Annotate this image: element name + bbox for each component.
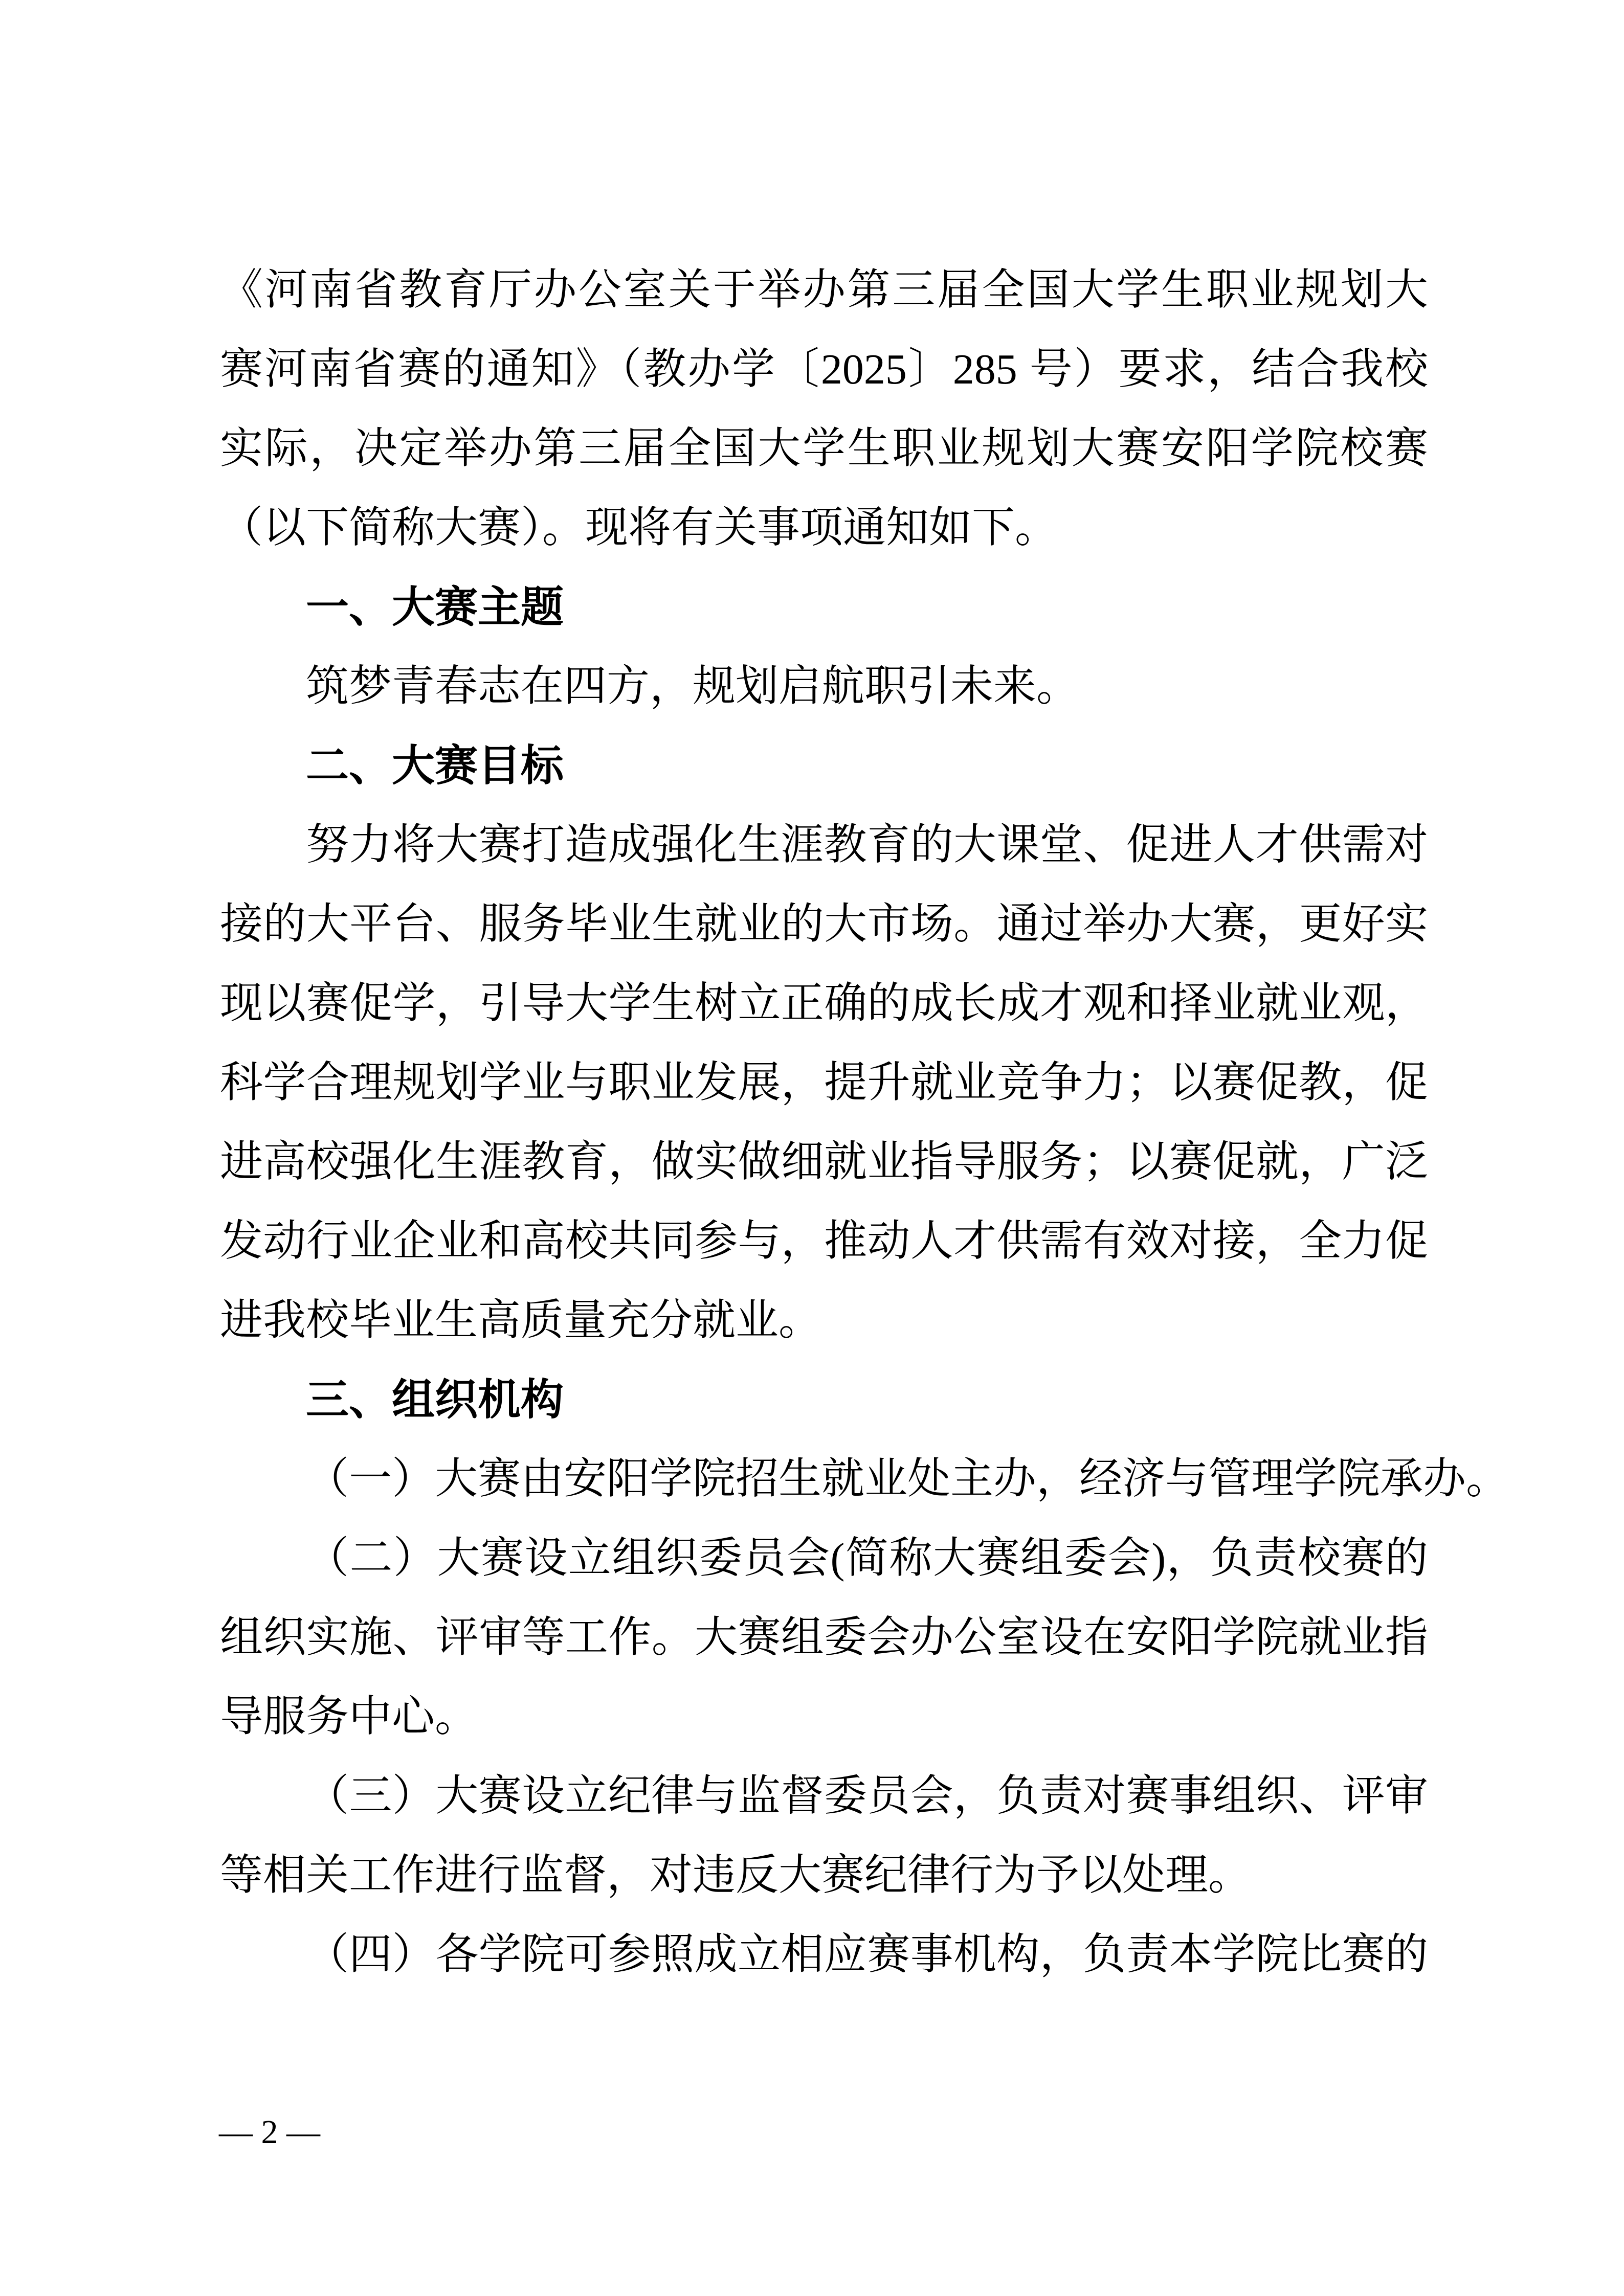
text-line: 科学合理规划学业与职业发展，提升就业竞争力；以赛促教，促 (220, 1059, 1428, 1107)
text-line: （三）大赛设立纪律与监督委员会，负责对赛事组织、评审 (306, 1772, 1428, 1820)
text-line: （二）大赛设立组织委员会(简称大赛组委会)，负责校赛的 (306, 1535, 1428, 1582)
text-line: 赛河南省赛的通知》（教办学〔2025〕285 号）要求，结合我校 (220, 346, 1428, 393)
text-line: （一）大赛由安阳学院招生就业处主办，经济与管理学院承办。 (306, 1455, 1509, 1503)
text-line: 努力将大赛打造成强化生涯教育的大课堂、促进人才供需对 (306, 821, 1428, 869)
text-line: 进高校强化生涯教育，做实做细就业指导服务；以赛促就，广泛 (220, 1138, 1428, 1186)
section-heading-1: 一、大赛主题 (306, 583, 564, 631)
text-line: 接的大平台、服务毕业生就业的大市场。通过举办大赛，更好实 (220, 901, 1428, 948)
text-line: 等相关工作进行监督，对违反大赛纪律行为予以处理。 (220, 1852, 1252, 1899)
page-number: — 2 — (219, 2113, 320, 2151)
text-line: 导服务中心。 (220, 1693, 478, 1741)
text-line: （四）各学院可参照成立相应赛事机构，负责本学院比赛的 (306, 1931, 1428, 1978)
text-line: （以下简称大赛）。现将有关事项通知如下。 (220, 504, 1058, 552)
document-body (220, 251, 1509, 1994)
text-line: 现以赛促学，引导大学生树立正确的成长成才观和择业就业观， (220, 980, 1428, 1027)
text-line: 发动行业企业和高校共同参与，推动人才供需有效对接，全力促 (220, 1218, 1428, 1265)
section-heading-2: 二、大赛目标 (306, 741, 564, 790)
text-line: 组织实施、评审等工作。大赛组委会办公室设在安阳学院就业指 (220, 1614, 1428, 1661)
section-heading-3: 三、组织机构 (306, 1376, 564, 1424)
text-line: 《河南省教育厅办公室关于举办第三届全国大学生职业规划大 (220, 266, 1428, 314)
text-line: 实际，决定举办第三届全国大学生职业规划大赛安阳学院校赛 (220, 425, 1428, 472)
text-line: 筑梦青春志在四方，规划启航职引未来。 (306, 663, 1080, 710)
text-line: 进我校毕业生高质量充分就业。 (220, 1297, 822, 1344)
